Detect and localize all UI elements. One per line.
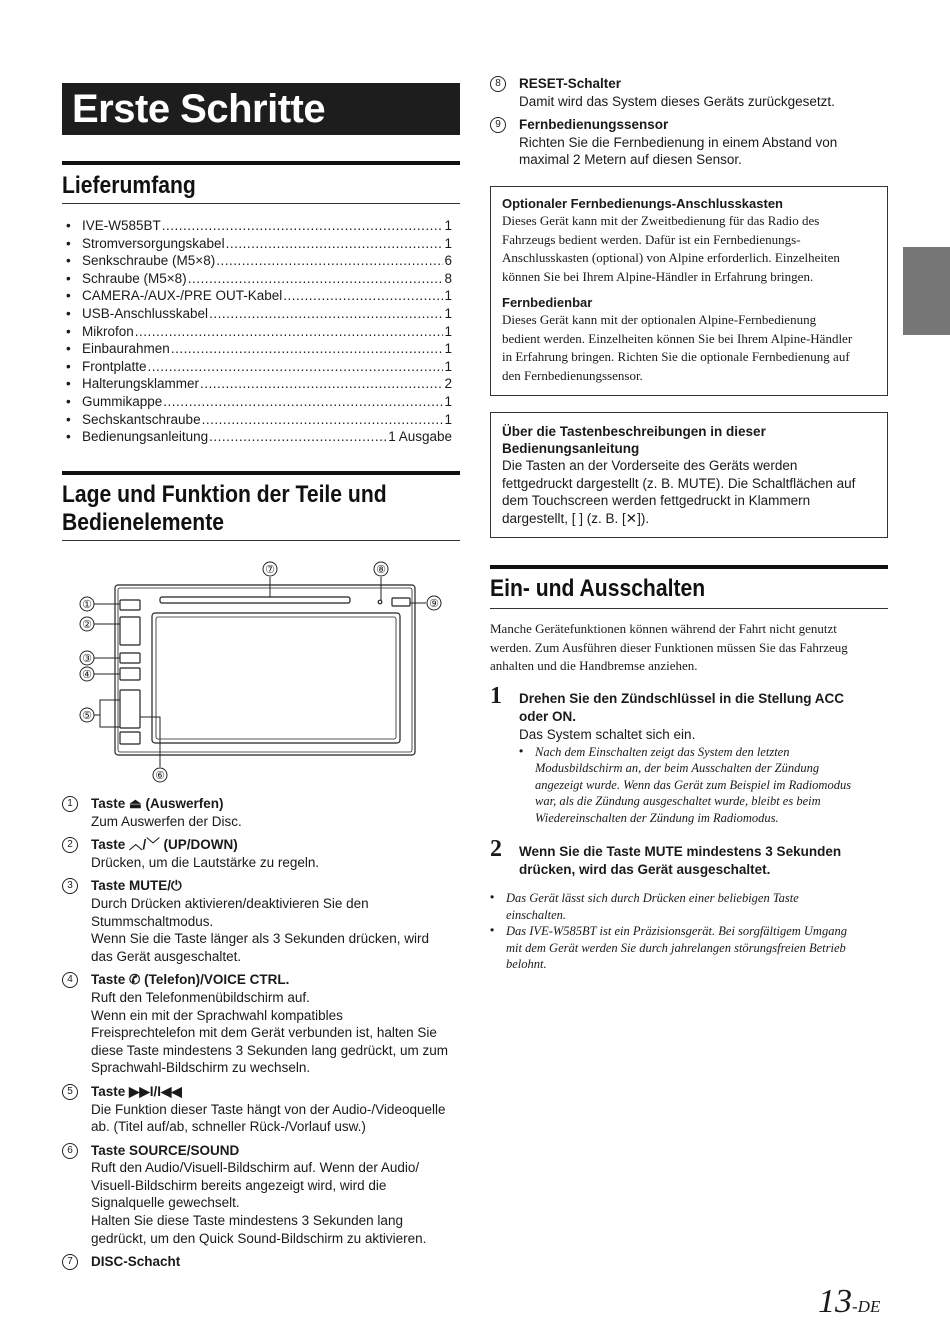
leader-dots — [209, 429, 387, 444]
part-desc-line: Ruft den Audio/Visuell-Bildschirm auf. Wenn der Audio/ — [91, 1160, 420, 1176]
callout-6: ⑥ — [155, 770, 165, 782]
skip-key — [120, 690, 140, 728]
part-title: Taste ▶▶I/I◀◀ — [91, 1083, 182, 1099]
item-name: Einbaurahmen — [82, 341, 170, 357]
parts-list-continued — [490, 75, 890, 175]
part-desc-line: Durch Drücken aktivieren/deaktivieren Sie den — [91, 895, 369, 911]
step-1-text: Das System schaltet sich ein. — [519, 727, 696, 742]
text-line: drücken, wird das Gerät ausgeschaltet. — [519, 862, 771, 877]
sensor — [392, 598, 410, 606]
bullet: • — [66, 218, 71, 233]
step-1 — [519, 690, 899, 826]
item-qty: 1 — [444, 393, 452, 409]
text-line: Drehen Sie den Zündschlüssel in die Stellung ACC — [519, 691, 845, 706]
item-qty: 1 — [444, 218, 452, 233]
leader-dots — [216, 253, 443, 268]
item-name: CAMERA-/AUX-/PRE OUT-Kabel — [82, 288, 283, 304]
bullet: • — [66, 270, 71, 286]
item-name: Bedienungsanleitung — [82, 429, 209, 445]
list-item — [66, 429, 452, 447]
callout-8: ⑧ — [376, 564, 386, 576]
info-box-remote — [490, 186, 888, 396]
list-item — [66, 412, 452, 430]
note-text — [506, 890, 890, 923]
reset-button — [378, 600, 382, 604]
part-title: Taste SOURCE/SOUND — [91, 1142, 240, 1158]
leader-dots — [202, 412, 444, 427]
item-qty: 8 — [444, 270, 452, 286]
part-item — [62, 1083, 462, 1136]
box-title: Optionaler Fernbedienungs-Anschlusskasten — [502, 196, 783, 211]
text-line: fettgedruckt dargestellt (z. B. MUTE). Die Schaltflächen auf — [502, 475, 856, 491]
part-title: RESET-Schalter — [519, 76, 622, 91]
callout-5: ⑤ — [82, 710, 92, 722]
step-1-note — [519, 744, 899, 827]
item-name: Sechskantschraube — [82, 411, 201, 427]
mute-key — [120, 653, 140, 663]
bullet: • — [66, 393, 71, 409]
part-desc-line: Wenn Sie die Taste länger als 3 Sekunden drücken, wird — [91, 931, 429, 947]
text-line: Wenn Sie die Taste MUTE mindestens 3 Sekunden — [519, 844, 842, 859]
part-desc-line: diese Taste mindestens 3 Sekunden lang gedrückt, um zum — [91, 1042, 448, 1058]
part-item — [62, 971, 462, 1077]
part-desc-line: Wenn ein mit der Sprachwahl kompatibles — [91, 1007, 343, 1023]
section-rule — [62, 161, 460, 165]
bullet: • — [519, 743, 524, 758]
part-item — [62, 795, 462, 830]
box-body — [502, 457, 876, 527]
page-number — [818, 1283, 880, 1321]
box-body — [502, 212, 876, 286]
part-desc-line: Visuell-Bildschirm bereits angezeigt wird, wird die — [91, 1177, 387, 1193]
item-name: IVE-W585BT — [82, 218, 161, 233]
text-line: Wiedereinschalten der Zündung im Radiomodus. — [535, 810, 779, 825]
leader-dots — [135, 324, 444, 339]
intro-text — [490, 620, 890, 676]
text-line: war, als die Zündung ausgeschaltet wurde, bleibt es beim — [535, 794, 821, 809]
bullet: • — [490, 923, 495, 937]
box-title-line2: Bedienungsanleitung — [502, 441, 640, 456]
part-title: DISC-Schacht — [91, 1254, 181, 1270]
screen-inner — [156, 617, 396, 739]
part-number: 8 — [490, 76, 506, 92]
page-language-suffix: -DE — [852, 1297, 881, 1316]
part-title: Taste ✆ (Telefon)/VOICE CTRL. — [91, 972, 290, 988]
page-title: Erste Schritte — [62, 83, 460, 135]
list-item — [66, 359, 452, 377]
part-item — [62, 1253, 462, 1271]
text-line: dem Touchscreen werden fettgedruckt in Klammern — [502, 493, 811, 509]
part-item — [62, 836, 462, 871]
bullet: • — [66, 305, 71, 321]
box-title: Fernbedienbar — [502, 295, 593, 310]
step-1-number: 1 — [490, 683, 502, 709]
bullet: • — [66, 253, 71, 269]
list-item — [66, 271, 452, 289]
text-line: belohnt. — [506, 957, 547, 971]
callout-4: ④ — [82, 669, 92, 681]
list-item — [66, 341, 452, 359]
item-qty: 1 Ausgabe — [388, 429, 452, 445]
callout-1: ① — [82, 599, 92, 611]
part-desc-line: gedrückt, um den Quick Sound-Bildschirm zu aktivieren. — [91, 1230, 427, 1246]
item-qty: 1 — [444, 358, 452, 374]
heading-lieferumfang: Lieferumfang — [62, 172, 196, 199]
list-item — [66, 394, 452, 412]
part-item — [62, 877, 462, 965]
item-qty: 1 — [444, 341, 452, 357]
bullet: • — [66, 235, 71, 251]
item-name: Stromversorgungskabel — [82, 235, 225, 251]
info-box-keys — [490, 412, 888, 538]
text-line: Das Gerät lässt sich durch Drücken einer beliebigen Taste — [506, 891, 799, 905]
list-item — [66, 376, 452, 394]
leader-dots — [163, 394, 443, 409]
step-2-title — [519, 843, 899, 879]
part-desc-line: Freisprechtelefon mit dem Gerät verbunden ist, halten Sie — [91, 1025, 437, 1041]
part-desc-line: Drücken, um die Lautstärke zu regeln. — [91, 854, 320, 870]
callout-2: ② — [82, 619, 92, 631]
text-line: Manche Gerätefunktionen können während der Fahrt nicht genutzt — [490, 621, 837, 636]
heading-lage — [62, 481, 387, 537]
part-desc-line: Stummschaltmodus. — [91, 913, 214, 929]
text-line: Modusbildschirm an, der beim Ausschalten der Zündung — [535, 761, 820, 776]
item-name: USB-Anschlusskabel — [82, 305, 209, 321]
section-rule — [62, 471, 460, 475]
lieferumfang-list — [66, 218, 452, 447]
note-item — [490, 923, 890, 973]
part-number: 6 — [62, 1143, 78, 1159]
bullet: • — [66, 411, 71, 427]
part-desc-line: Sprachwahl-Bildschirm zu wechseln. — [91, 1060, 311, 1076]
item-name: Senkschraube (M5×8) — [82, 253, 216, 269]
part-item — [490, 116, 890, 169]
section-rule — [62, 540, 460, 541]
part-desc-line: Die Funktion dieser Taste hängt von der Audio-/Videoquelle — [91, 1101, 446, 1117]
part-title: Fernbedienungssensor — [519, 117, 669, 133]
text-line: angezeigt wurde. Wenn das Gerät zum Beispiel im Radiomodus — [535, 777, 852, 792]
part-item — [62, 1142, 462, 1248]
text-line: mit dem Gerät werden Sie durch jahrelangen störungsfreien Betrieb — [506, 940, 846, 955]
notes-list — [490, 890, 890, 973]
list-item — [66, 253, 452, 271]
item-name: Halterungsklammer — [82, 376, 200, 392]
text-line: Die Tasten an der Vorderseite des Geräts werden — [502, 458, 798, 473]
leader-dots — [226, 236, 444, 251]
section-rule — [62, 203, 460, 204]
text-line: Anschlusskasten (optional) von Alpine erforderlich. Einzelheiten — [502, 250, 840, 265]
part-number: 5 — [62, 1084, 78, 1100]
item-qty: 1 — [444, 235, 452, 251]
bullet: • — [490, 890, 495, 904]
callout-3: ③ — [82, 653, 92, 665]
list-item — [66, 306, 452, 324]
part-desc-line: Damit wird das System dieses Geräts zurückgesetzt. — [519, 93, 835, 109]
text-line: können Sie bei Ihrem Alpine-Händler in Erfahrung bringen. — [502, 268, 814, 284]
leader-dots — [188, 271, 444, 286]
leader-dots — [148, 359, 444, 374]
text-line: Fahrzeugs bedient werden. Dafür ist ein Fernbedienungs- — [502, 231, 801, 247]
list-item — [66, 324, 452, 342]
part-desc-line: Signalquelle gewechselt. — [91, 1195, 240, 1211]
part-number: 1 — [62, 796, 78, 812]
list-item — [66, 288, 452, 306]
updown-key — [120, 617, 140, 645]
parts-list — [62, 795, 462, 1277]
callout-9: ⑨ — [429, 598, 439, 610]
bullet: • — [66, 358, 71, 374]
chapter-tab — [903, 247, 950, 335]
note-text — [506, 923, 890, 973]
part-number: 2 — [62, 837, 78, 853]
item-qty: 1 — [444, 323, 452, 339]
part-title: Taste ⏏ (Auswerfen) — [91, 796, 224, 811]
text-line: anhalten und die Handbremse anziehen. — [490, 658, 698, 673]
leader-dots — [209, 306, 443, 321]
part-number: 4 — [62, 972, 78, 988]
part-desc-line: maximal 2 Metern auf diesen Sensor. — [519, 152, 742, 168]
text-line: den Fernbedienungssensor. — [502, 367, 643, 383]
item-qty: 1 — [444, 288, 452, 304]
heading-ein-aus: Ein- und Ausschalten — [490, 575, 706, 602]
part-desc-line: das Gerät ausgeschaltet. — [91, 948, 242, 964]
callout-7: ⑦ — [265, 564, 275, 576]
step-2-number: 2 — [490, 836, 502, 862]
step-1-title — [519, 690, 899, 726]
text-line: werden. Zum Ausführen dieser Funktionen müssen Sie das Fahrzeug — [490, 639, 848, 655]
part-number: 3 — [62, 878, 78, 894]
heading-lage-line2: Bedienelemente — [62, 509, 224, 536]
bullet: • — [66, 323, 71, 339]
part-title: Taste MUTE/⏻ — [91, 878, 182, 894]
phone-key — [120, 668, 140, 680]
section-rule — [490, 608, 888, 609]
item-qty: 1 — [444, 411, 452, 427]
part-desc-line: Zum Auswerfen der Disc. — [91, 813, 242, 829]
bullet: • — [66, 288, 71, 304]
note-item — [490, 890, 890, 923]
disc-slot — [160, 597, 350, 603]
item-qty: 2 — [444, 376, 452, 392]
bullet: • — [66, 429, 71, 445]
heading-lage-line1: Lage und Funktion der Teile und — [62, 481, 387, 508]
page-number-value: 13 — [818, 1283, 852, 1320]
leader-dots — [162, 218, 444, 233]
device-diagram — [70, 555, 460, 790]
list-item — [66, 236, 452, 254]
text-line: bedient werden. Einzelheiten können Sie bei Ihrem Alpine-Händler — [502, 330, 853, 346]
item-name: Frontplatte — [82, 358, 147, 374]
part-desc-line: ab. (Titel auf/ab, schneller Rück-/Vorlauf usw.) — [91, 1119, 366, 1135]
step-1-note-text — [535, 744, 899, 827]
box-body — [502, 311, 876, 385]
section-rule — [490, 565, 888, 569]
part-number: 7 — [62, 1254, 78, 1270]
part-desc-line: Halten Sie diese Taste mindestens 3 Sekunden lang — [91, 1213, 403, 1229]
box-title-line1: Über die Tastenbeschreibungen in dieser — [502, 424, 766, 439]
part-number: 9 — [490, 117, 506, 133]
item-name: Mikrofon — [82, 323, 134, 339]
source-key — [120, 732, 140, 744]
part-desc-line: Ruft den Telefonmenübildschirm auf. — [91, 989, 310, 1005]
list-item — [66, 218, 452, 236]
leader-dots — [283, 288, 443, 303]
text-line: Dieses Gerät kann mit der Zweitbedienung für das Radio des — [502, 213, 820, 228]
bullet: • — [66, 341, 71, 357]
text-line: Das IVE-W585BT ist ein Präzisionsgerät. Bei sorgfältigem Umgang — [506, 924, 847, 938]
text-line: in Erfahrung bringen. Richten Sie die optionale Fernbedienung auf — [502, 349, 850, 364]
text-line: Nach dem Einschalten zeigt das System den letzten — [535, 744, 790, 759]
item-name: Schraube (M5×8) — [82, 270, 187, 286]
bullet: • — [66, 376, 71, 392]
text-line: dargestellt, [ ] (z. B. [✕]). — [502, 510, 650, 526]
part-item — [490, 75, 890, 110]
item-name: Gummikappe — [82, 393, 163, 409]
text-line: Dieses Gerät kann mit der optionalen Alpine-Fernbedienung — [502, 312, 817, 327]
text-line: einschalten. — [506, 907, 567, 922]
item-qty: 6 — [444, 253, 452, 269]
eject-key — [120, 600, 140, 610]
text-line: oder ON. — [519, 709, 577, 724]
part-desc-line: Richten Sie die Fernbedienung in einem Abstand von — [519, 134, 838, 150]
item-qty: 1 — [444, 305, 452, 321]
leader-dots — [171, 341, 444, 356]
leader-dots — [200, 376, 443, 391]
touchscreen — [152, 613, 400, 743]
part-title: Taste ︿/﹀ (UP/DOWN) — [91, 837, 238, 853]
